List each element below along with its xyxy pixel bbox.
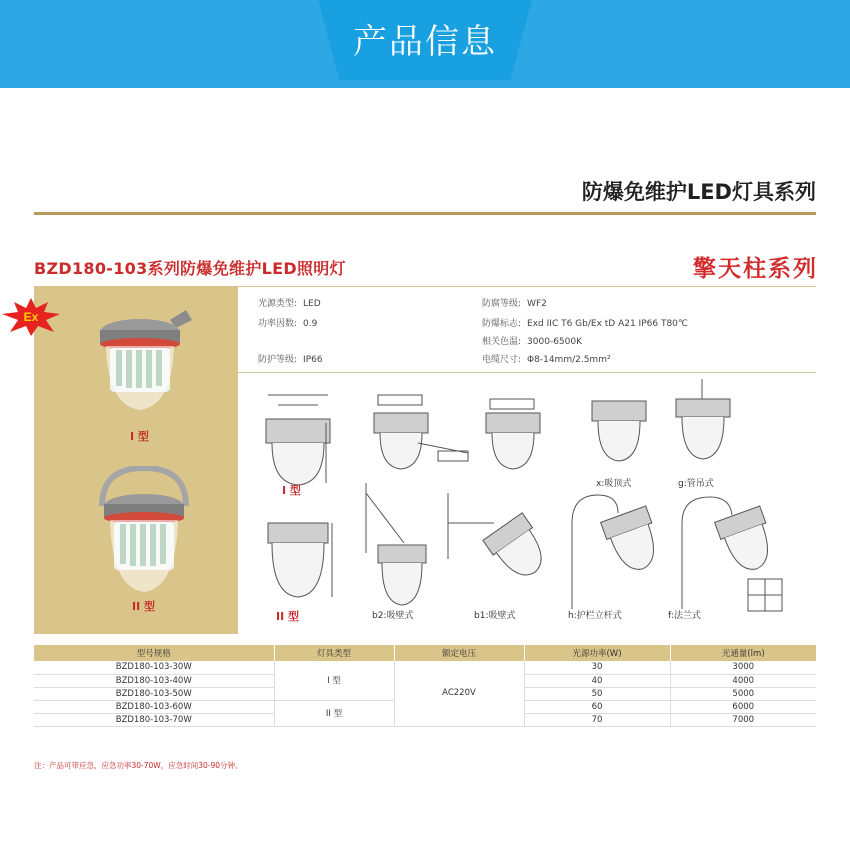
cell-model: BZD180-103-40W: [34, 674, 274, 687]
col-power: 光源功率(W): [524, 645, 670, 661]
spec-anticorrosion: 防腐等级: WF2: [482, 299, 547, 309]
cell-power: 70: [524, 713, 670, 726]
lamp-type-1-label: I 型: [130, 430, 149, 443]
ex-explosion-proof-icon: [0, 296, 62, 336]
page-title: 产品信息: [353, 22, 497, 62]
cell-flux: 5000: [670, 687, 816, 700]
lamp-type-2-photo: [92, 466, 202, 596]
cell-model: BZD180-103-30W: [34, 661, 274, 674]
product-title: BZD180-103系列防爆免维护LED照明灯: [34, 259, 346, 278]
diagram-label-b1: b1:吸壁式: [474, 611, 516, 621]
technical-drawings: [238, 373, 816, 635]
cell-flux: 7000: [670, 713, 816, 726]
diagram-label-type1: I 型: [282, 484, 301, 497]
cell-power: 40: [524, 674, 670, 687]
divider: [34, 212, 816, 215]
series-title: 防爆免维护LED灯具系列: [581, 180, 816, 204]
spec-cable-size: 电缆尺寸: Φ8-14mm/2.5mm²: [482, 355, 611, 365]
diagram-label-x: x:吸顶式: [596, 479, 632, 489]
diagram-label-h: h:护栏立杆式: [568, 611, 622, 621]
spec-ex-mark: 防爆标志: Exd IIC T6 Gb/Ex tD A21 IP66 T80℃: [482, 319, 689, 329]
col-model: 型号规格: [34, 645, 274, 661]
spec-power-factor: 功率因数: 0.9: [258, 319, 318, 329]
brand-series-title: 擎天柱系列: [693, 256, 818, 282]
diagram-label-b2: b2:吸壁式: [372, 611, 414, 621]
product-photo-panel: [34, 286, 238, 634]
cell-model: BZD180-103-50W: [34, 687, 274, 700]
cell-flux: 4000: [670, 674, 816, 687]
cell-voltage: AC220V: [394, 661, 524, 726]
cell-type-ii: II 型: [274, 700, 394, 726]
spec-table: [34, 645, 816, 727]
col-voltage: 额定电压: [394, 645, 524, 661]
col-type: 灯具类型: [274, 645, 394, 661]
lamp-type-2-label: II 型: [132, 600, 156, 613]
diagram-label-g: g:管吊式: [678, 479, 714, 489]
table-row: [34, 661, 816, 674]
cell-power: 60: [524, 700, 670, 713]
cell-flux: 3000: [670, 661, 816, 674]
spec-light-source: 光源类型: LED: [258, 299, 321, 309]
diagram-label-f: f:法兰式: [668, 611, 701, 621]
cell-power: 50: [524, 687, 670, 700]
cell-model: BZD180-103-70W: [34, 713, 274, 726]
cell-model: BZD180-103-60W: [34, 700, 274, 713]
lamp-type-1-photo: [88, 302, 198, 420]
cell-flux: 6000: [670, 700, 816, 713]
cell-type-i: I 型: [274, 661, 394, 700]
footnote: 注：产品可带应急，应急功率30-70W，应急时间30-90分钟。: [34, 761, 243, 770]
cell-power: 30: [524, 661, 670, 674]
svg-text:Ex: Ex: [23, 310, 39, 324]
spec-color-temp: 相关色温: 3000-6500K: [482, 337, 583, 347]
diagram-label-type2: II 型: [276, 610, 300, 623]
col-flux: 光通量(lm): [670, 645, 816, 661]
installation-diagrams: [238, 372, 816, 634]
table-header-row: [34, 645, 816, 661]
spec-protection: 防护等级: IP66: [258, 355, 323, 365]
